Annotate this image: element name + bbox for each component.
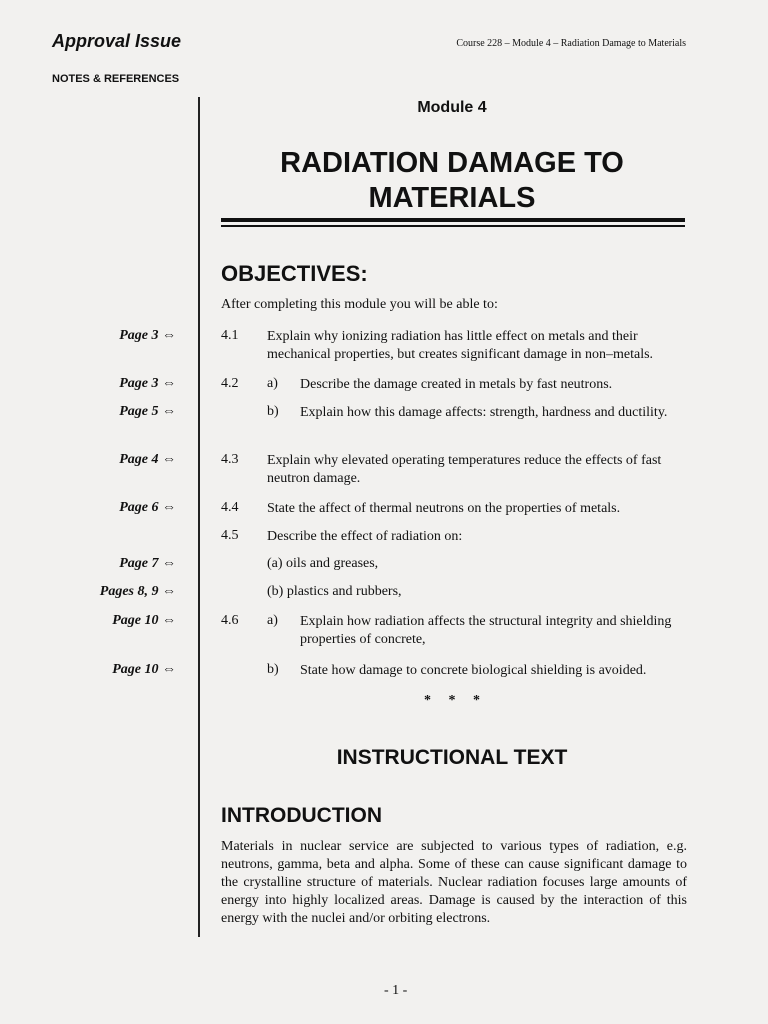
objectives-intro: After completing this module you will be able to: [221,297,498,312]
margin-divider [198,97,200,937]
objective-sub-text: Describe the damage created in metals by fast neutrons. [300,377,613,392]
page-title [220,146,684,216]
objective-sub-label: b) [267,662,279,677]
objective-sub-label: a) [267,376,278,391]
objective-number: 4.2 [221,376,239,391]
page-ref: Page 4 ⇔ [119,452,176,467]
objective-number: 4.4 [221,500,239,515]
page-ref: Page 3 ⇔ [119,328,176,343]
objective-sub-text: Explain how radiation affects the structural integrity and shielding properties of concrete, [300,614,672,647]
introduction-paragraph: Materials in nuclear service are subjected to various types of radiation, e.g. neutrons, gamma, beta and alpha. Some of these can cause significant damage to the crystalline structure of materials. Nuclear radiation focuses large amounts of energy into highly localized areas. Damage is caused by the interaction of this energy with the nuclei and/or orbiting electrons. [221,839,687,926]
title-line-2: MATERIALS [368,182,536,214]
page-ref: Pages 8, 9 ⇔ [99,584,176,599]
objective-number: 4.3 [221,452,239,467]
objective-text: Explain why ionizing radiation has little effect on metals and their mechanical properties, but creates significant damage in non–metals. [267,329,654,362]
objective-number: 4.6 [221,613,239,628]
section-separator: * * * [424,693,480,708]
objective-number: 4.1 [221,328,239,343]
introduction-heading: INTRODUCTION [221,804,382,827]
course-header: Course 228 – Module 4 – Radiation Damage to Materials [456,38,686,49]
page-ref: Page 10 ⇔ [112,662,176,677]
objective-text: Explain why elevated operating temperatures reduce the effects of fast neutron damage. [267,453,662,486]
approval-issue-label: Approval Issue [52,31,182,51]
objective-text: State the affect of thermal neutrons on the properties of metals. [267,501,621,516]
page-ref: Page 6 ⇔ [119,500,176,515]
page-ref: Page 10 ⇔ [112,613,176,628]
objective-sub-item: (b) plastics and rubbers, [267,584,402,599]
instructional-text-heading: INSTRUCTIONAL TEXT [336,746,568,769]
objective-sub-text: State how damage to concrete biological shielding is avoided. [300,663,647,678]
objectives-heading: OBJECTIVES: [221,261,368,286]
page-ref: Page 3 ⇔ [119,376,176,391]
objective-sub-text: Explain how this damage affects: strength, hardness and ductility. [300,405,668,420]
title-rule-thin [221,225,685,227]
objective-sub-label: a) [267,613,278,628]
title-line-1: RADIATION DAMAGE TO [280,147,624,179]
page-ref: Page 7 ⇔ [119,556,176,571]
module-label: Module 4 [417,99,487,116]
objective-number: 4.5 [221,528,239,543]
page-number: - 1 - [384,983,408,998]
title-rule-thick [221,218,685,222]
page-ref: Page 5 ⇔ [119,404,176,419]
objective-text: Describe the effect of radiation on: [267,529,463,544]
notes-references-label: NOTES & REFERENCES [52,73,180,85]
objective-sub-label: b) [267,404,279,419]
objective-sub-item: (a) oils and greases, [267,556,379,571]
